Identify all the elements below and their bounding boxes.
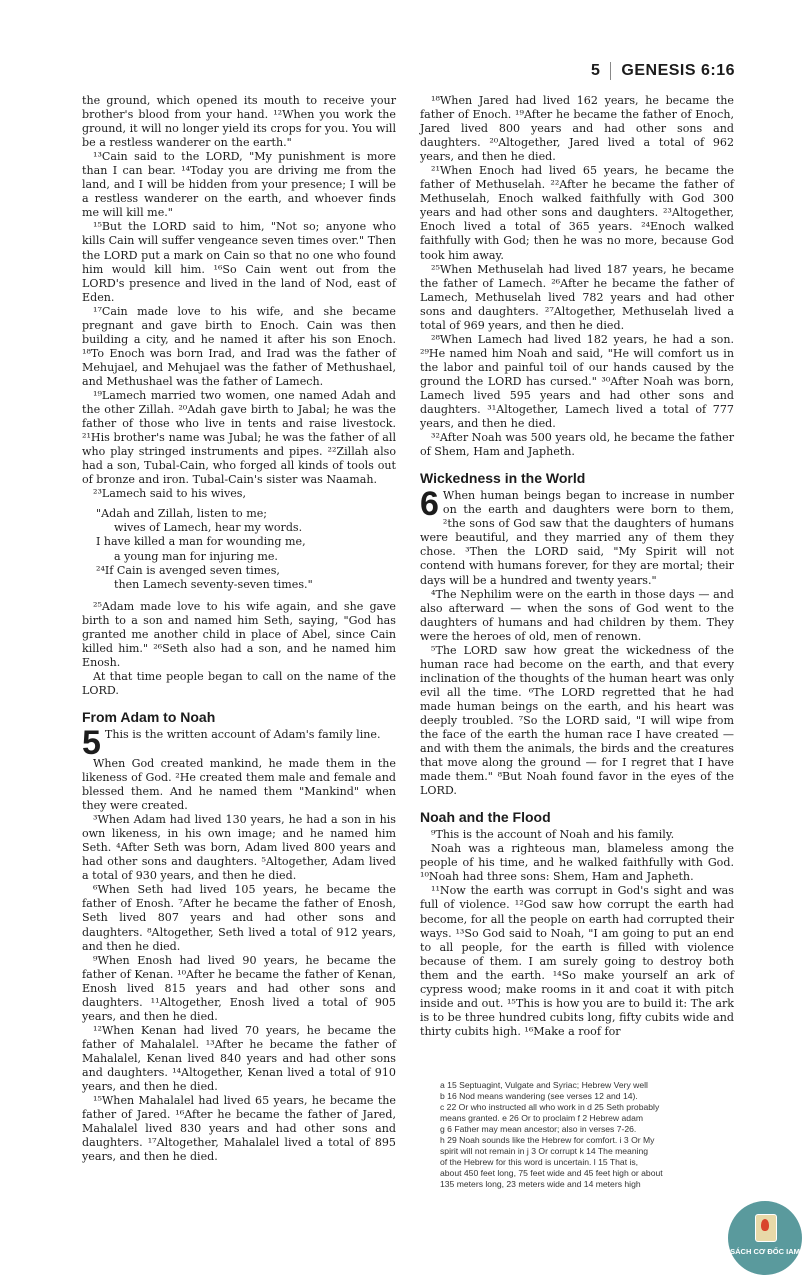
poem-line: a young man for injuring me.: [114, 549, 278, 563]
flame-icon: [761, 1219, 769, 1231]
paragraph: ⁹This is the account of Noah and his family.: [431, 828, 675, 842]
paragraph: ¹⁵When Mahalalel had lived 65 years, he became the father of Jared. ¹⁶After he became the father of Jared, Mahalalel lived 830 years and had other sons and daughters. ¹⁷Altogether, Mahalalel lived a total of 895 years, and then he died.: [82, 1094, 396, 1164]
right-column: [420, 94, 734, 1039]
poem: [96, 507, 396, 591]
left-column: [82, 94, 396, 1164]
footnotes: [440, 1080, 736, 1190]
chapter-number: 6: [420, 485, 439, 524]
paragraph: When human beings began to increase in number on the earth and daughters were born to them, ²the sons of God saw that the daughters of humans were beautiful, and they married any of them they chose. ³Then the LORD said, "My Spirit will not contend with humans forever, for they are mortal; their days will be a hundred and twenty years.": [420, 489, 734, 587]
paragraph: Noah was a righteous man, blameless among the people of his time, and he walked faithfully with God. ¹⁰Noah had three sons: Shem, Ham and Japheth.: [420, 842, 734, 884]
paragraph: ¹⁷Cain made love to his wife, and she became pregnant and gave birth to Enoch. Cain was then building a city, and he named it after his son Enoch. ¹⁸To Enoch was born Irad, and Irad was the father of Mehujael, and Mehujael was the father of Methushael, and Methushael was the father of Lamech.: [82, 304, 396, 388]
page-header: [591, 62, 735, 80]
paragraph: ⁴The Nephilim were on the earth in those days — and also afterward — when the sons of God went to the daughters of humans and had children by them. They were the heroes of old, men of renown.: [420, 587, 734, 643]
footnote-line: about 450 feet long, 75 feet wide and 45 feet high or about: [440, 1168, 663, 1178]
footnote-line: spirit will not remain in j 3 Or corrupt k 14 The meaning: [440, 1146, 649, 1156]
paragraph: ³²After Noah was 500 years old, he became the father of Shem, Ham and Japheth.: [420, 431, 734, 459]
paragraph: ¹⁹Lamech married two women, one named Adah and the other Zillah. ²⁰Adah gave birth to Jabal; he was the father of those who live in tents and raise livestock. ²¹His brother's name was Jubal; he was the father of all who play stringed instruments and pipes. ²²Zillah also had a son, Tubal-Cain, who forged all kinds of tools out of bronze and iron. Tubal-Cain's sister was Naamah.: [82, 388, 396, 487]
paragraph: This is the written account of Adam's family line.: [104, 727, 381, 741]
logo-text: SÁCH CƠ ĐỐC IAM: [730, 1247, 800, 1256]
paragraph: ¹⁸When Jared had lived 162 years, he became the father of Enoch. ¹⁹After he became the father of Enoch, Jared lived 800 years and had other sons and daughters. ²⁰Altogether, Jared lived a total of 962 years, and then he died.: [420, 94, 734, 164]
footnote-line: means granted. e 26 Or to proclaim f 2 Hebrew adam: [440, 1113, 644, 1123]
chapter-reference: GENESIS 6:16: [621, 62, 735, 79]
paragraph: ²⁵Adam made love to his wife again, and she gave birth to a son and named him Seth, saying, "God has granted me another child in place of Abel, since Cain killed him." ²⁶Seth also had a son, and he named him Enosh.: [82, 599, 396, 669]
poem-line: then Lamech seventy-seven times.": [114, 577, 313, 591]
paragraph: ²⁸When Lamech had lived 182 years, he had a son. ²⁹He named him Noah and said, "He will comfort us in the labor and painful toil of our hands caused by the ground the LORD has cursed." ³⁰After Noah was born, Lamech lived 595 years and had other sons and daughters. ³¹Altogether, Lamech lived a total of 777 years, and then he died.: [420, 332, 734, 431]
paragraph: ⁵The LORD saw how great the wickedness of the human race had become on the earth, and that every inclination of the thoughts of the human heart was only evil all the time. ⁶The LORD regretted that he had made human beings on the earth, and his heart was deeply troubled. ⁷So the LORD said, "I will wipe from the face of the earth the human race I have created — and with them the animals, the birds and the creatures that move along the ground — for I regret that I have made them." ⁸But Noah found favor in the eyes of the LORD.: [420, 643, 734, 798]
section-heading: Wickedness in the World: [420, 470, 586, 487]
footnote-line: h 29 Noah sounds like the Hebrew for comfort. i 3 Or My: [440, 1135, 655, 1145]
paragraph: ¹³Cain said to the LORD, "My punishment is more than I can bear. ¹⁴Today you are driving me from the land, and I will be hidden from your presence; I will be a restless wanderer on the earth, and whoever finds me will kill me.": [82, 150, 396, 220]
chapter-number: 5: [82, 723, 101, 762]
poem-line: I have killed a man for wounding me,: [96, 535, 306, 549]
paragraph: ²⁵When Methuselah had lived 187 years, he became the father of Lamech. ²⁶After he became the father of Lamech, Methuselah lived 782 years and had other sons and daughters. ²⁷Altogether, Methuselah lived a total of 969 years, and then he died.: [420, 262, 734, 332]
footnote-line: of the Hebrew for this word is uncertain. l 15 That is,: [440, 1157, 639, 1167]
section-heading: From Adam to Noah: [82, 708, 216, 725]
poem-line: "Adah and Zillah, listen to me;: [96, 507, 268, 521]
paragraph: ⁶When Seth had lived 105 years, he became the father of Enosh. ⁷After he became the father of Enosh, Seth lived 807 years and had other sons and daughters. ⁸Altogether, Seth lived a total of 912 years, and then he died.: [82, 883, 396, 953]
footnote-line: b 16 Nod means wandering (see verses 12 and 14).: [440, 1091, 638, 1101]
watermark-logo: [728, 1201, 802, 1275]
header-divider: [610, 62, 611, 80]
paragraph: ³When Adam had lived 130 years, he had a son in his own likeness, in his own image; and he named him Seth. ⁴After Seth was born, Adam lived 800 years and had other sons and daughters. ⁵Altogether, Adam lived a total of 930 years, and then he died.: [82, 813, 396, 883]
paragraph: ²³Lamech said to his wives,: [93, 487, 246, 501]
paragraph: ¹¹Now the earth was corrupt in God's sight and was full of violence. ¹²God saw how corrupt the earth had become, for all the people on earth had corrupted their ways. ¹³So God said to Noah, "I am going to put an end to all people, for the earth is filled with violence because of them. I am surely going to destroy both them and the earth. ¹⁴So make yourself an ark of cypress wood; make rooms in it and coat it with pitch inside and out. ¹⁵This is how you are to build it: The ark is to be three hundred cubits long, fifty cubits wide and thirty cubits high. ¹⁶Make a roof for: [420, 884, 734, 1038]
footnote-line: a 15 Septuagint, Vulgate and Syriac; Hebrew Very well: [440, 1080, 648, 1090]
paragraph: ⁹When Enosh had lived 90 years, he became the father of Kenan. ¹⁰After he became the father of Kenan, Enosh lived 815 years and had other sons and daughters. ¹¹Altogether, Enosh lived a total of 905 years, and then he died.: [82, 953, 396, 1023]
paragraph: ¹⁵But the LORD said to him, "Not so; anyone who kills Cain will suffer vengeance seven times over." Then the LORD put a mark on Cain so that no one who found him would kill him. ¹⁶So Cain went out from the LORD's presence and lived in the land of Nod, east of Eden.: [82, 220, 396, 304]
paragraph: ¹²When Kenan had lived 70 years, he became the father of Mahalalel. ¹³After he became the father of Mahalalel, Kenan lived 840 years and had other sons and daughters. ¹⁴Altogether, Kenan lived a total of 910 years, and then he died.: [82, 1023, 396, 1094]
footnote-line: c 22 Or who instructed all who work in d 25 Seth probably: [440, 1102, 660, 1112]
paragraph: ²¹When Enoch had lived 65 years, he became the father of Methuselah. ²²After he became the father of Methuselah, Enoch walked faithfully with God 300 years and had other sons and daughters. ²³Altogether, Enoch lived a total of 365 years. ²⁴Enoch walked faithfully with God; then he was no more, because God took him away.: [420, 164, 734, 262]
paragraph: the ground, which opened its mouth to receive your brother's blood from your hand. ¹²When you work the ground, it will no longer yield its crops for you. You will be a restless wanderer on the earth.": [82, 94, 396, 150]
footnote-line: 135 meters long, 23 meters wide and 14 meters high: [440, 1179, 641, 1189]
paragraph: At that time people began to call on the name of the LORD.: [82, 669, 396, 697]
section-heading: Noah and the Flood: [420, 809, 551, 826]
footnote-line: g 6 Father may mean ancestor; also in verses 7-26.: [440, 1124, 637, 1134]
page-number: 5: [590, 62, 601, 79]
paragraph: When God created mankind, he made them in the likeness of God. ²He created them male and female and blessed them. And he named them "Mankind" when they were created.: [82, 756, 396, 813]
poem-line: ²⁴If Cain is avenged seven times,: [96, 563, 280, 577]
poem-line: wives of Lamech, hear my words.: [114, 521, 303, 535]
